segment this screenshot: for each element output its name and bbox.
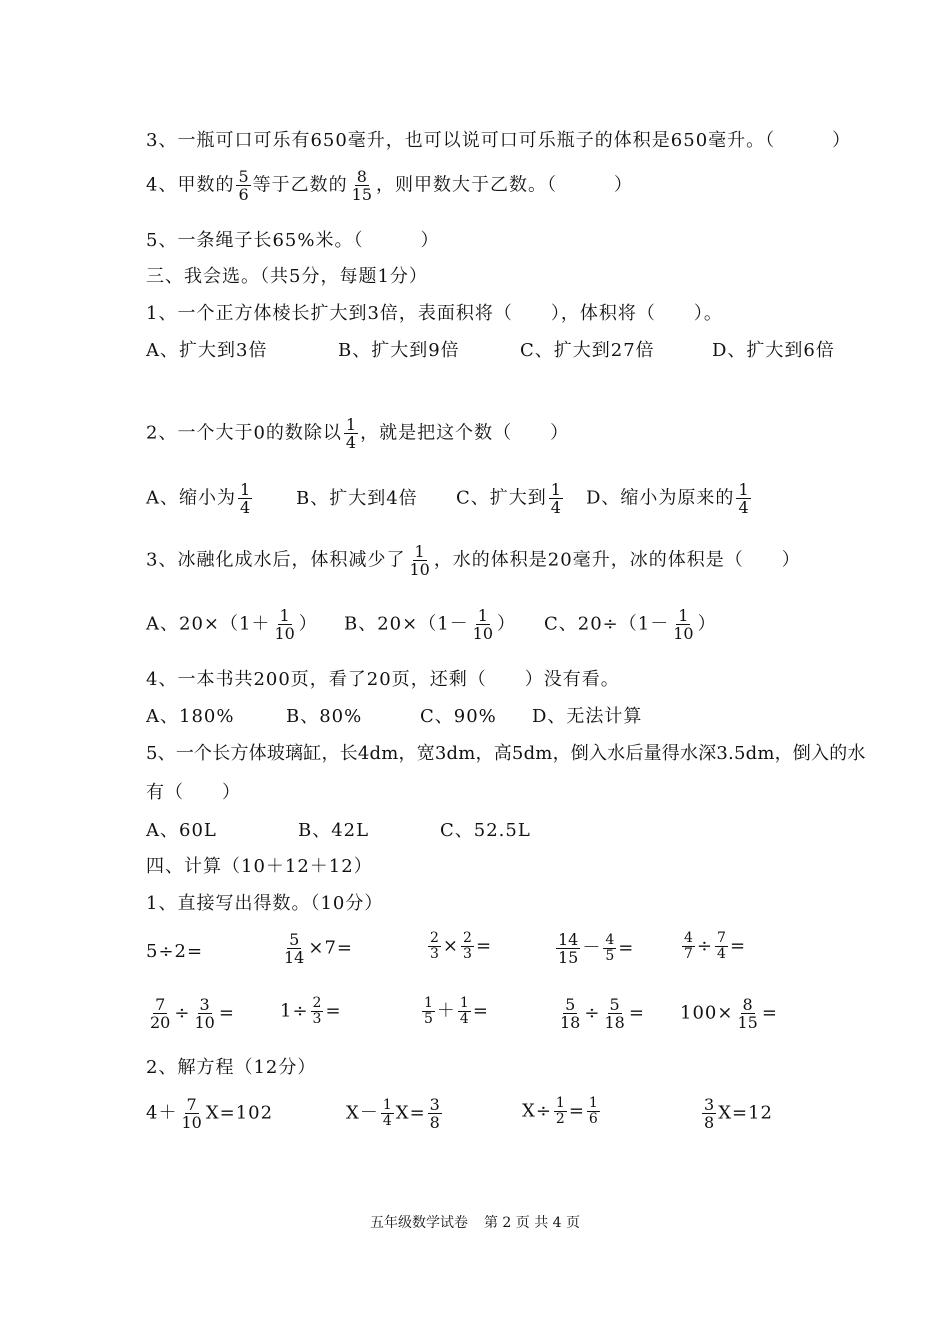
fraction: $\frac{1}{5}$ <box>424 995 433 1027</box>
equation: 4＋ $\frac{7}{10}$ X=102 <box>146 1095 274 1132</box>
calc-expression: $\frac{4}{7}$ ÷ $\frac{7}{4}$ = <box>684 930 747 962</box>
fraction: $\frac{4}{7}$ <box>684 930 693 962</box>
choice-question-1-options: A、扩大到3倍 B、扩大到9倍 C、扩大到27倍 D、扩大到6倍 <box>146 340 835 361</box>
equation: X÷ $\frac{1}{2}$ = $\frac{1}{6}$ <box>522 1095 598 1127</box>
calc-expression: $\frac{14}{15}$ － $\frac{4}{5}$ = <box>558 930 635 967</box>
fraction: $\frac{1}{2}$ <box>555 1095 565 1127</box>
choice-question-4: 4、一本书共200页，看了20页，还剩（ ）没有看。 <box>146 669 620 690</box>
choice-question-4-options: A、180% B、80% C、90% D、无法计算 <box>146 706 643 727</box>
fraction: $\frac{3}{10}$ <box>194 995 215 1032</box>
fraction: $\frac{1}{6}$ <box>588 1095 598 1127</box>
fraction: $\frac{1}{4}$ <box>738 480 749 517</box>
choice-question-1: 1、一个正方体棱长扩大到3倍，表面积将（ ），体积将（ ）。 <box>146 303 723 324</box>
section-4-heading: 四、计算（10＋12＋12） <box>146 856 373 877</box>
fraction: $\frac{1}{4}$ <box>240 480 251 517</box>
calc-expression: 1÷ $\frac{2}{3}$ = <box>280 995 342 1027</box>
fraction: $\frac{3}{8}$ <box>704 1095 715 1132</box>
fraction: $\frac{1}{10}$ <box>673 606 694 643</box>
fraction: $\frac{2}{3}$ <box>430 930 439 962</box>
calc-expression: 100× $\frac{8}{15}$ = <box>680 995 778 1032</box>
choice-question-3: 3、冰融化成水后，体积减少了 $\frac{1}{10}$ ，水的体积是20毫升，冰的体积是（ ） <box>146 542 801 579</box>
fraction: $\frac{5}{6}$ <box>238 167 249 204</box>
calc-expression: $\frac{5}{14}$ ×7= <box>284 930 353 967</box>
fraction: $\frac{1}{10}$ <box>472 606 494 643</box>
calc-expression: $\frac{1}{5}$ ＋ $\frac{1}{4}$ = <box>424 995 489 1027</box>
calc-expression: 5÷2= <box>146 941 204 962</box>
fraction: $\frac{14}{15}$ <box>558 930 579 967</box>
calc-expression: $\frac{2}{3}$ × $\frac{2}{3}$ = <box>430 930 493 962</box>
fraction: $\frac{7}{20}$ <box>150 995 171 1032</box>
judge-question-3: 3、一瓶可口可乐有650毫升，也可以说可口可乐瓶子的体积是650毫升。（ ） <box>146 130 852 151</box>
fraction: $\frac{4}{5}$ <box>605 932 615 964</box>
calc-subheading-2: 2、解方程（12分） <box>146 1057 317 1078</box>
fraction: $\frac{5}{14}$ <box>284 930 305 967</box>
fraction: $\frac{5}{18}$ <box>604 995 625 1032</box>
fraction: $\frac{1}{4}$ <box>550 480 561 517</box>
equation: $\frac{3}{8}$ X=12 <box>704 1095 773 1132</box>
fraction: $\frac{8}{15}$ <box>737 995 758 1032</box>
footer-title: 五年级数学试卷 <box>369 1215 468 1231</box>
choice-question-3-options: A、20×（1＋ $\frac{1}{10}$ ） B、20×（1－ $\frac{1}{10}$ ） C、20÷（1－ $\frac{1}{10}$ ） <box>146 606 717 643</box>
fraction: $\frac{2}{3}$ <box>463 930 472 962</box>
calc-subheading-1: 1、直接写出得数。（10分） <box>146 893 384 914</box>
choice-question-2-options: A、缩小为 $\frac{1}{4}$ B、扩大到4倍 C、扩大到 $\frac{1}{4}$ D、缩小为原来的 $\frac{1}{4}$ <box>146 480 749 517</box>
fraction: $\frac{2}{3}$ <box>312 995 322 1027</box>
fraction: $\frac{1}{10}$ <box>409 542 430 579</box>
judge-question-5: 5、一条绳子长65%米。（ ） <box>146 230 440 251</box>
equation: X－ $\frac{1}{4}$ X= $\frac{3}{8}$ <box>346 1095 440 1132</box>
fraction: $\frac{1}{4}$ <box>382 1097 392 1129</box>
page-footer <box>0 1212 950 1232</box>
fraction: $\frac{1}{10}$ <box>274 606 295 643</box>
fraction: $\frac{1}{4}$ <box>459 995 469 1027</box>
judge-question-4: 4、甲数的 $\frac{5}{6}$ 等于乙数的 $\frac{8}{15}$ ，则甲数大于乙数。（ ） <box>146 167 633 204</box>
choice-question-5-line2: 有（ ） <box>146 782 241 803</box>
calc-expression: $\frac{5}{18}$ ÷ $\frac{5}{18}$ = <box>560 995 645 1032</box>
fraction: $\frac{8}{15}$ <box>351 167 372 204</box>
fraction: $\frac{1}{4}$ <box>345 415 357 452</box>
calc-expression: $\frac{7}{20}$ ÷ $\frac{3}{10}$ = <box>150 995 235 1032</box>
footer-page-number: 第 2 页 共 4 页 <box>483 1215 581 1231</box>
section-3-heading: 三、我会选。（共5分，每题1分） <box>146 266 428 287</box>
choice-question-2: 2、一个大于0的数除以 $\frac{1}{4}$ ，就是把这个数（ ） <box>146 415 570 452</box>
fraction: $\frac{5}{18}$ <box>560 995 581 1032</box>
fraction: $\frac{3}{8}$ <box>429 1095 440 1132</box>
choice-question-5-line1: 5、一个长方体玻璃缸，长4dm，宽3dm，高5dm，倒入水后量得水深3.5dm，倒入的水 <box>146 743 866 764</box>
fraction: $\frac{7}{4}$ <box>717 930 726 962</box>
choice-question-5-options: A、60L B、42L C、52.5L <box>146 820 531 841</box>
fraction: $\frac{7}{10}$ <box>181 1095 202 1132</box>
